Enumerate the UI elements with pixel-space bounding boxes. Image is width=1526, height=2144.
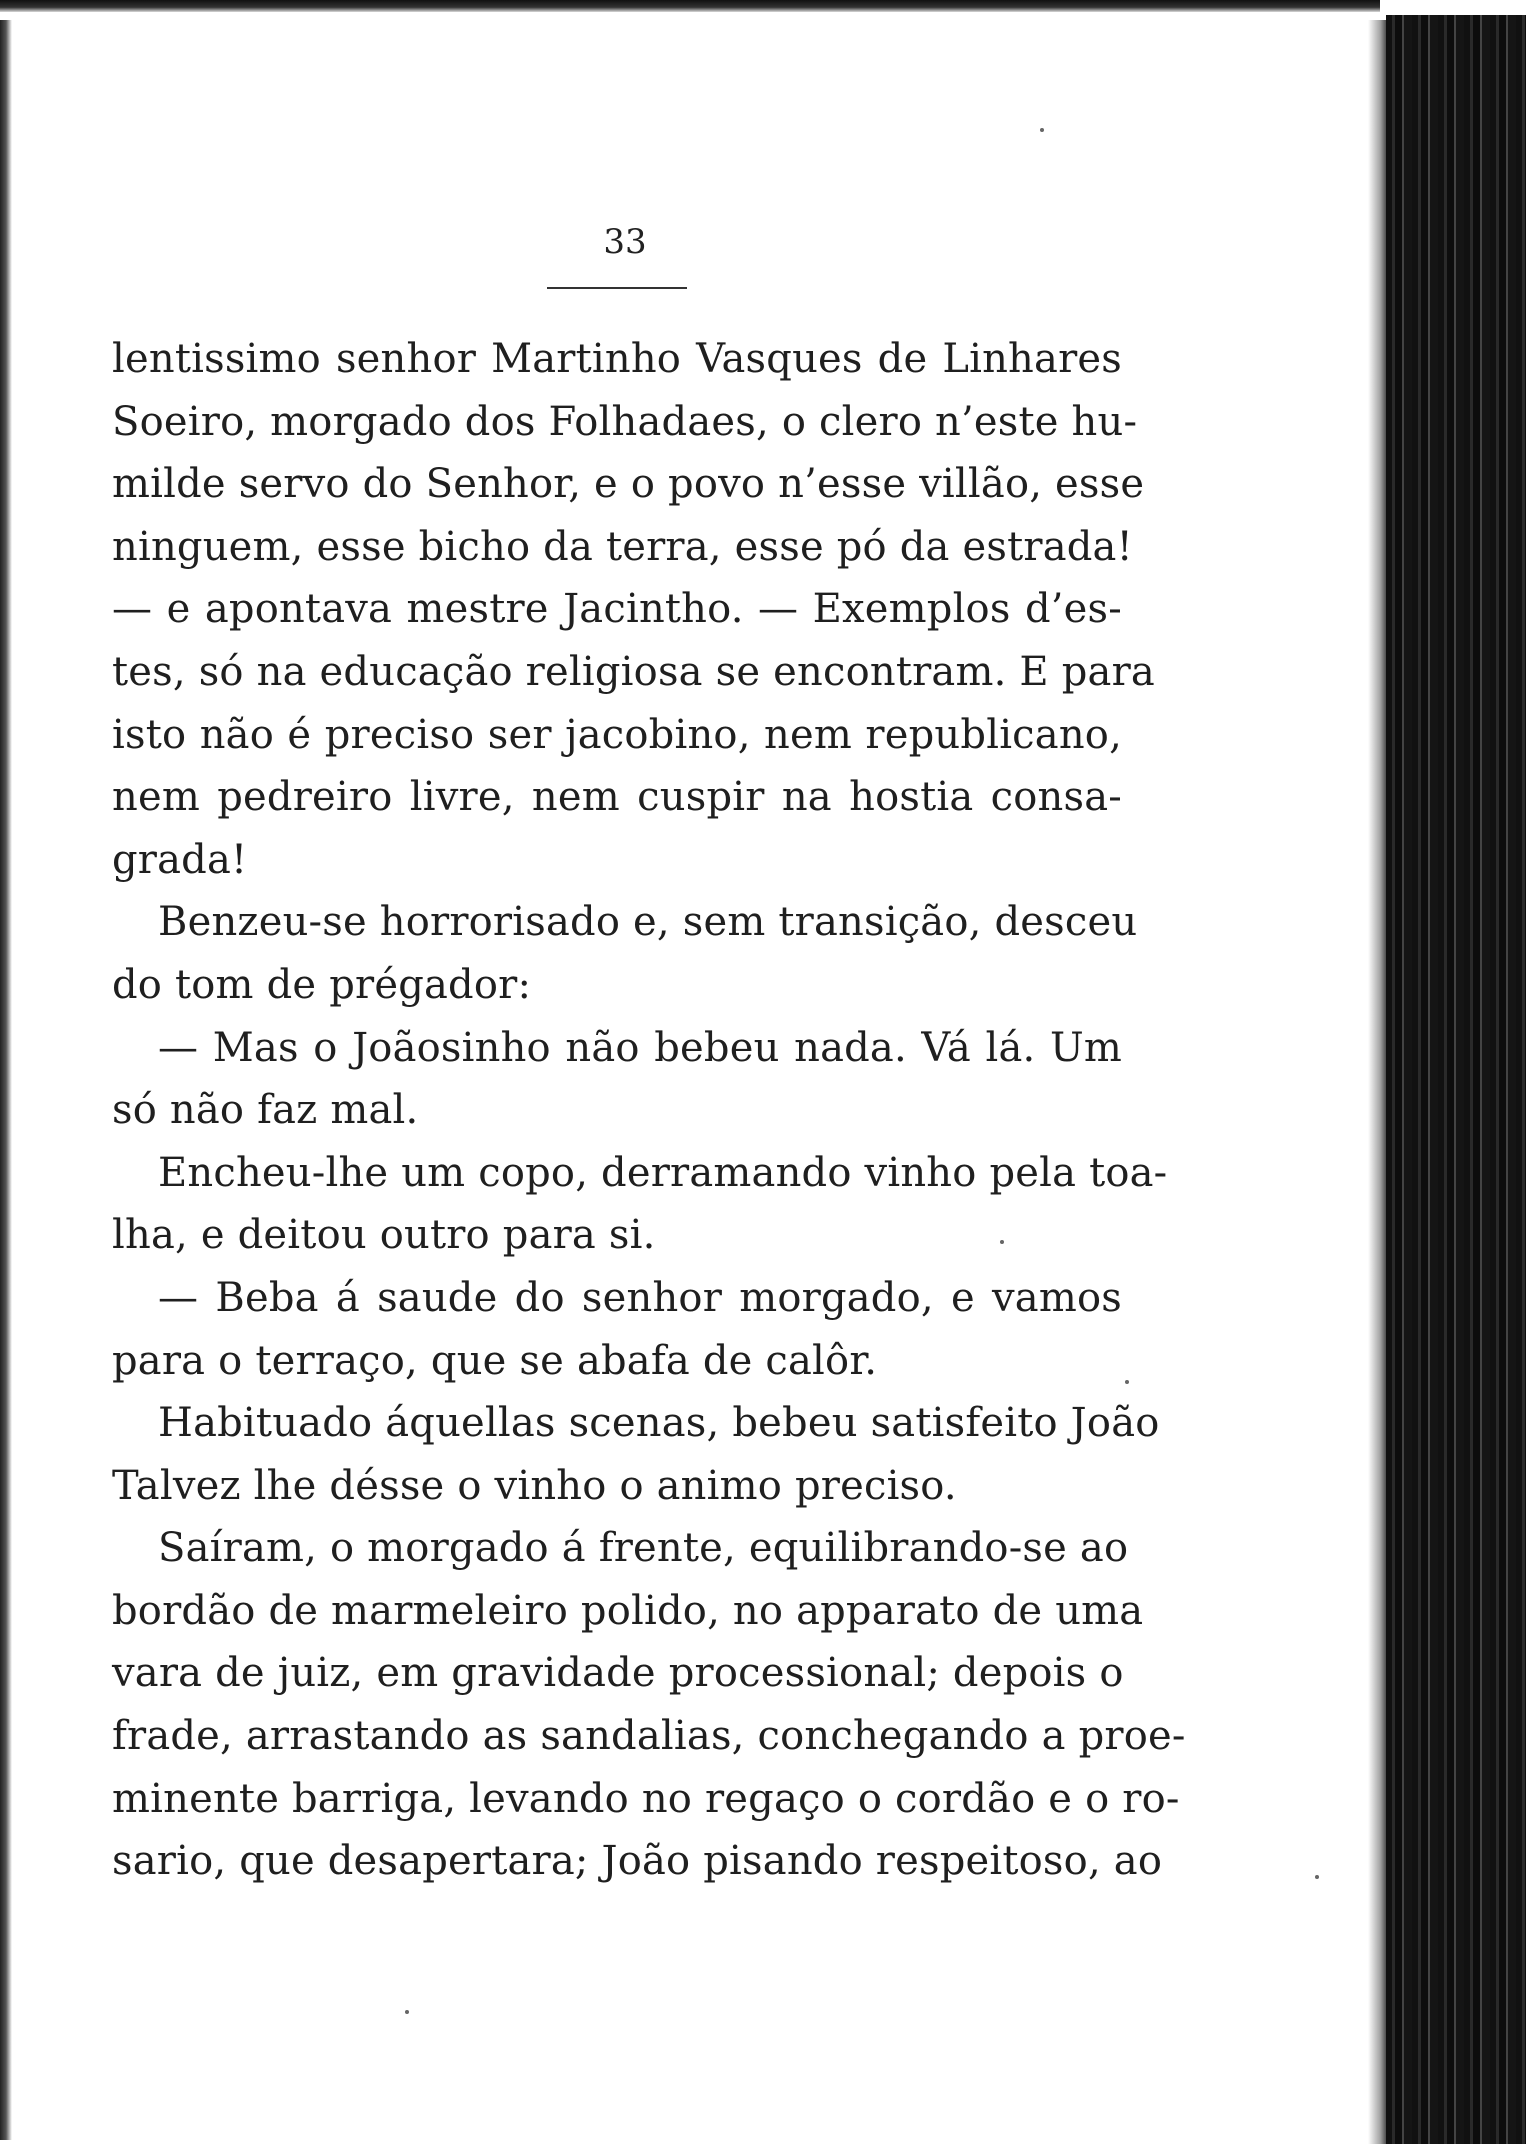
text-line: Habituado áquellas scenas, bebeu satisfeito João bbox=[158, 1400, 1160, 1447]
text-line: Talvez lhe désse o vinho o animo preciso. bbox=[112, 1462, 957, 1509]
text-line: ninguem, esse bicho da terra, esse pó da estrada! bbox=[112, 523, 1133, 570]
left-scan-border bbox=[0, 20, 12, 2140]
text-line: sario, que desapertara; João pisando respeitoso, ao bbox=[112, 1838, 1163, 1885]
ink-speck bbox=[1125, 1380, 1129, 1384]
text-line: vara de juiz, em gravidade processional; depois o bbox=[112, 1650, 1124, 1697]
text-line: milde servo do Senhor, e o povo n’esse villão, esse bbox=[112, 461, 1145, 508]
ink-speck bbox=[1040, 128, 1044, 132]
text-line: Soeiro, morgado dos Folhadaes, o clero n’este hu- bbox=[112, 398, 1138, 445]
text-line: lha, e deitou outro para si. bbox=[112, 1212, 656, 1259]
text-line: lentissimo senhor Martinho Vasques de Linhares bbox=[112, 336, 1122, 382]
top-scan-border bbox=[0, 0, 1380, 12]
book-spine bbox=[1386, 15, 1526, 2144]
text-line: — Beba á saude do senhor morgado, e vamos bbox=[158, 1274, 1122, 1321]
text-line: Benzeu-se horrorisado e, sem transição, desceu bbox=[158, 899, 1138, 946]
ink-speck bbox=[1000, 1240, 1004, 1244]
text-line: minente barriga, levando no regaço o cordão e o ro- bbox=[112, 1775, 1180, 1822]
text-line: nem pedreiro livre, nem cuspir na hostia consa- bbox=[112, 774, 1122, 821]
spine-shadow bbox=[1368, 20, 1386, 2144]
text-line: isto não é preciso ser jacobino, nem republicano, bbox=[112, 711, 1122, 758]
text-line: Encheu-lhe um copo, derramando vinho pela toa- bbox=[158, 1149, 1168, 1196]
page-number: 33 bbox=[603, 222, 647, 262]
text-line: para o terraço, que se abafa de calôr. bbox=[112, 1337, 878, 1384]
text-line: só não faz mal. bbox=[112, 1087, 419, 1134]
text-line: frade, arrastando as sandalias, conchegando a proe- bbox=[112, 1713, 1186, 1760]
text-line: grada! bbox=[112, 836, 248, 883]
body-text bbox=[112, 328, 1186, 1893]
text-line: bordão de marmeleiro polido, no apparato de uma bbox=[112, 1587, 1144, 1634]
text-line: do tom de prégador: bbox=[112, 961, 532, 1008]
text-line: Saíram, o morgado á frente, equilibrando-se ao bbox=[158, 1525, 1129, 1572]
ink-speck bbox=[1315, 1875, 1319, 1879]
ink-speck bbox=[405, 2010, 409, 2014]
text-line: — e apontava mestre Jacintho. — Exemplos d’es- bbox=[112, 586, 1122, 633]
text-line: tes, só na educação religiosa se encontram. E para bbox=[112, 648, 1155, 695]
text-line: — Mas o Joãosinho não bebeu nada. Vá lá. Um bbox=[158, 1024, 1122, 1071]
page-number-rule bbox=[547, 287, 687, 289]
